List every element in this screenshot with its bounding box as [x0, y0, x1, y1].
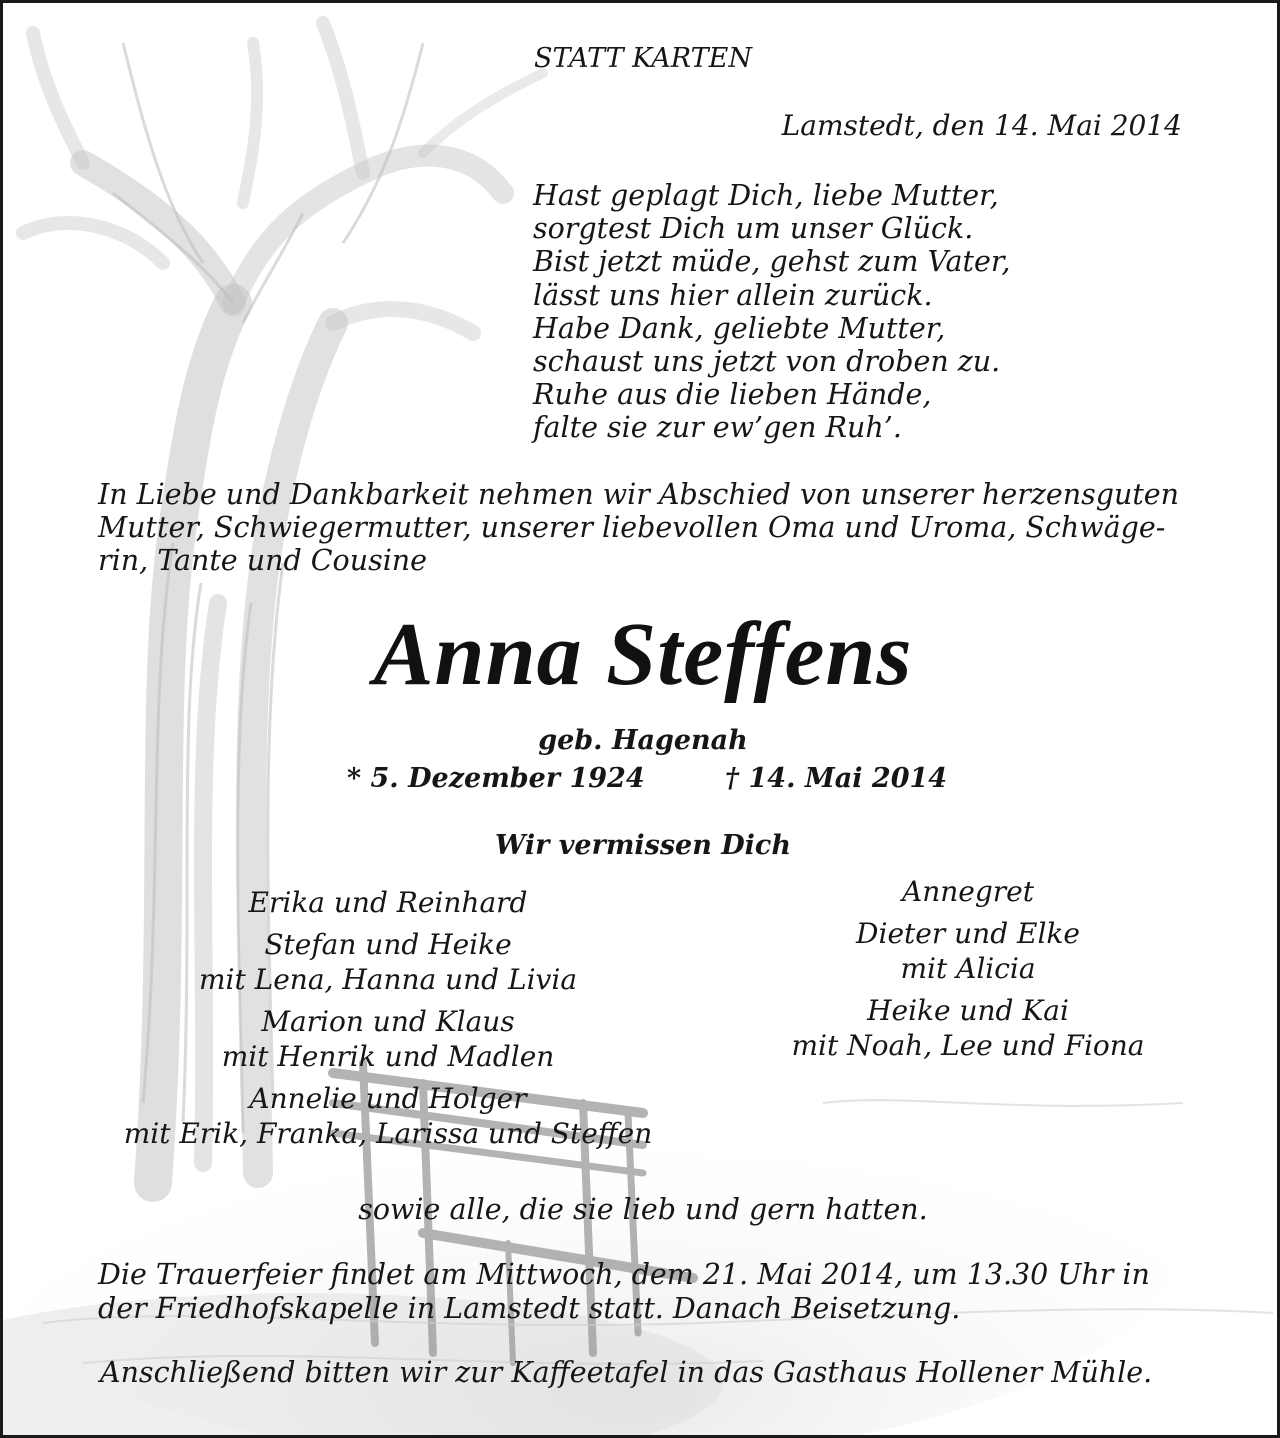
poem-line: sorgtest Dich um unser Glück.: [533, 212, 974, 246]
mourner-line: Dieter und Elke: [856, 917, 1080, 950]
mourner-group: [93, 1004, 683, 1074]
intro-line: In Liebe und Dankbarkeit nehmen wir Abschied von unserer herzensguten: [98, 478, 1180, 511]
mourner-group: [763, 916, 1173, 986]
poem-line: Ruhe aus die lieben Hände,: [533, 378, 932, 412]
header-statt-karten: STATT KARTEN: [534, 43, 752, 74]
we-miss-you-line: Wir vermissen Dich: [495, 830, 791, 861]
maiden-name: geb. Hagenah: [538, 725, 748, 756]
poem-line: lässt uns hier allein zurück.: [533, 278, 933, 312]
mourner-group: [763, 874, 1173, 909]
mourner-line: Annegret: [902, 875, 1034, 908]
mourners-left-column: [93, 885, 683, 1158]
deceased-name: Anna Steffens: [373, 605, 913, 704]
poem-line: Habe Dank, geliebte Mutter,: [533, 311, 946, 345]
ceremony-line: der Friedhofskapelle in Lamstedt statt. Danach Beisetzung.: [98, 1292, 961, 1325]
mourner-line: mit Alicia: [900, 952, 1036, 985]
mourner-line: Heike und Kai: [867, 994, 1069, 1027]
mourner-line: mit Lena, Hanna und Livia: [198, 963, 578, 996]
poem: [533, 179, 1010, 445]
coffee-reception-info: Anschließend bitten wir zur Kaffeetafel in das Gasthaus Hollener Mühle.: [100, 1356, 1153, 1389]
mourner-line: mit Noah, Lee und Fiona: [791, 1029, 1145, 1062]
mourner-group: [763, 993, 1173, 1063]
mourner-line: Marion und Klaus: [261, 1005, 515, 1038]
intro-line: Mutter, Schwiegermutter, unserer liebevollen Oma und Uroma, Schwäge-: [98, 511, 1166, 544]
intro-paragraph: [98, 478, 1179, 577]
poem-line: schaust uns jetzt von droben zu.: [533, 345, 1001, 379]
death-date: † 14. Mai 2014: [725, 763, 948, 794]
intro-line: rin, Tante und Cousine: [98, 544, 428, 577]
mourner-group: [93, 885, 683, 920]
poem-line: Bist jetzt müde, gehst zum Vater,: [533, 245, 1011, 279]
everyone-who-loved-her: sowie alle, die sie lieb und gern hatten.: [358, 1193, 928, 1226]
birth-date: * 5. Dezember 1924: [347, 763, 645, 794]
mourner-line: Erika und Reinhard: [248, 886, 528, 919]
mourner-line: mit Erik, Franka, Larissa und Steffen: [123, 1117, 653, 1150]
funeral-ceremony-info: [98, 1258, 1150, 1326]
place-and-date: Lamstedt, den 14. Mai 2014: [781, 109, 1182, 142]
mourner-line: mit Henrik und Madlen: [221, 1040, 555, 1073]
mourner-group: [93, 927, 683, 997]
poem-line: Hast geplagt Dich, liebe Mutter,: [533, 179, 999, 212]
mourner-line: Stefan und Heike: [264, 928, 512, 961]
mourner-group: [93, 1081, 683, 1151]
ceremony-line: Die Trauerfeier findet am Mittwoch, dem 21. Mai 2014, um 13.30 Uhr in: [98, 1258, 1150, 1291]
poem-line: falte sie zur ew’gen Ruh’.: [533, 411, 902, 445]
mourner-line: Annelie und Holger: [249, 1082, 527, 1115]
mourners-right-column: [763, 874, 1173, 1070]
